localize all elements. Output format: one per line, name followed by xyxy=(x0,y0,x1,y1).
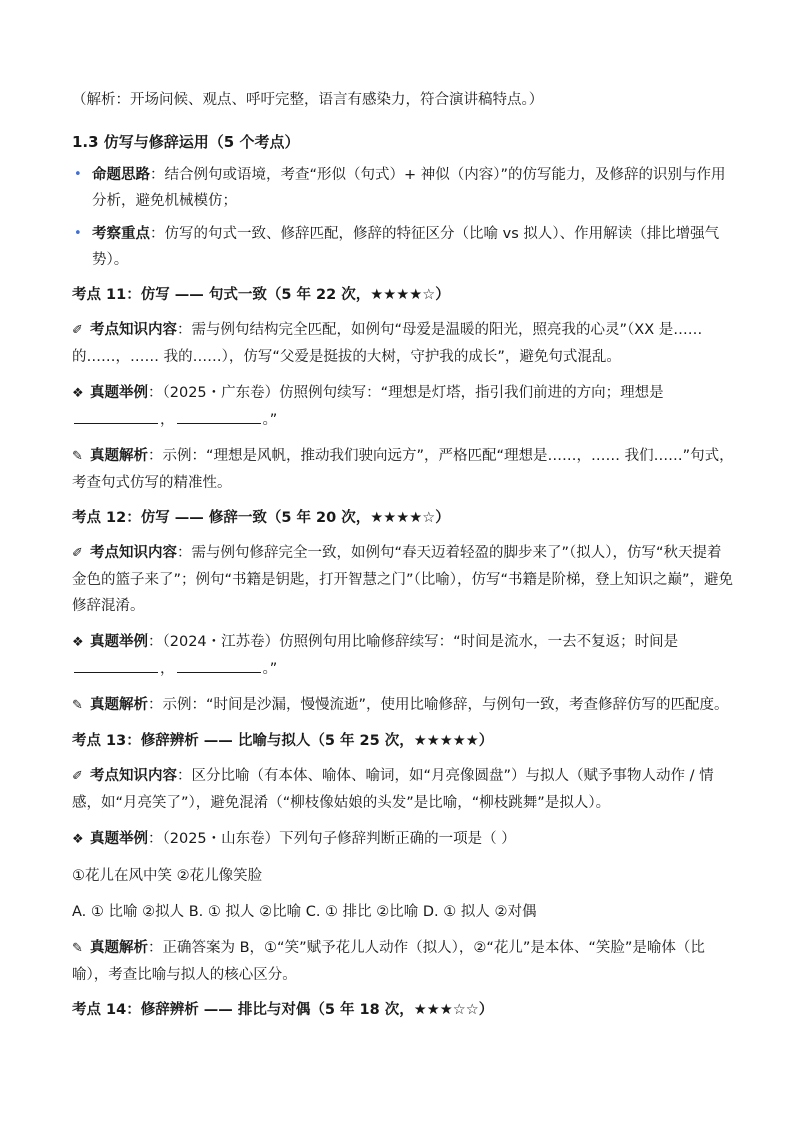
knowledge-label: 考点知识内容 xyxy=(90,768,177,784)
answer-blank xyxy=(177,658,261,673)
bullet-label: 命题思路 xyxy=(92,167,150,183)
kp12-example-text: （2024・江苏卷）仿照例句用比喻修辞续写：“时间是流水，一去不复返；时间是 xyxy=(162,634,679,650)
document-page xyxy=(72,88,736,1032)
kp13-title: 考点 13：修辞辨析 —— 比喻与拟人（5 年 25 次，★★★★★） xyxy=(72,733,494,749)
label-colon: ： xyxy=(148,634,163,650)
bullet-text: ：仿写的句式一致、修辞匹配，修辞的特征区分（比喻 vs 拟人）、作用解读（排比增强气势）。 xyxy=(92,226,720,268)
kp11-example-text: （2025・广东卷）仿照例句续写：“理想是灯塔，指引我们前进的方向；理想是 xyxy=(162,385,664,401)
section-title: 1.3 仿写与修辞运用（5 个考点） xyxy=(72,133,300,151)
bullet-focus xyxy=(72,221,736,273)
knowledge-label: 考点知识内容 xyxy=(90,322,177,338)
kp12-title: 考点 12：仿写 —— 修辞一致（5 年 20 次，★★★★☆） xyxy=(72,510,450,526)
blank-separator: ， xyxy=(160,661,175,677)
diamond-bullet-icon: ❖ xyxy=(72,832,84,847)
answer-blank xyxy=(74,409,158,424)
blank-separator: ， xyxy=(160,412,175,428)
kp13-example-text: （2025・山东卷）下列句子修辞判断正确的一项是（ ） xyxy=(162,831,516,847)
kp12-analysis-text: 示例：“时间是沙漏，慢慢流逝”，使用比喻修辞，与例句一致，考查修辞仿写的匹配度。 xyxy=(162,697,729,713)
bullet-dot-icon: • xyxy=(74,226,82,241)
pen-icon: ✎ xyxy=(72,941,83,956)
example-label: 真题举例 xyxy=(90,634,148,650)
bullet-approach xyxy=(72,162,736,214)
kp14-title: 考点 14：修辞辨析 —— 排比与对偶（5 年 18 次，★★★☆☆） xyxy=(72,1002,494,1018)
pencil-icon: ✐ xyxy=(72,323,83,338)
kp12-analysis xyxy=(72,692,736,719)
kp11-knowledge-text: 需与例句结构完全匹配，如例句“母爱是温暖的阳光，照亮我的心灵”（XX 是……的……，…… 我的……），仿写“父爱是挺拔的大树，守护我的成长”，避免句式混乱。 xyxy=(72,322,703,365)
pencil-icon: ✐ xyxy=(72,546,83,561)
knowledge-label: 考点知识内容 xyxy=(90,545,177,561)
label-colon: ： xyxy=(148,448,163,464)
kp13-analysis xyxy=(72,935,736,988)
label-colon: ： xyxy=(177,322,192,338)
kp12-knowledge-text: 需与例句修辞完全一致，如例句“春天迈着轻盈的脚步来了”（拟人），仿写“秋天提着金色的篮子来了”；例句“书籍是钥匙，打开智慧之门”（比喻），仿写“书籍是阶梯，登上知识之巅”，避免修辞混淆。 xyxy=(72,545,734,614)
pen-icon: ✎ xyxy=(72,698,83,713)
diamond-bullet-icon: ❖ xyxy=(72,635,84,650)
diamond-bullet-icon: ❖ xyxy=(72,386,84,401)
example-end: 。” xyxy=(262,661,278,677)
kp11-title: 考点 11：仿写 —— 句式一致（5 年 22 次，★★★★☆） xyxy=(72,287,450,303)
kp13-analysis-text: 正确答案为 B，①“笑”赋予花儿人动作（拟人），②“花儿”是本体、“笑脸”是喻体（比喻），考查比喻与拟人的核心区分。 xyxy=(72,940,705,983)
analysis-label: 真题解析 xyxy=(90,940,148,956)
example-end: 。” xyxy=(262,412,278,428)
bullet-label: 考察重点 xyxy=(92,226,150,242)
label-colon: ： xyxy=(177,545,192,561)
kp13-knowledge xyxy=(72,763,736,816)
kp13-sentences: ①花儿在风中笑 ②花儿像笑脸 xyxy=(72,868,263,884)
bullet-dot-icon: • xyxy=(74,167,82,182)
label-colon: ： xyxy=(148,697,163,713)
kp13-options: A. ① 比喻 ②拟人 B. ① 拟人 ②比喻 C. ① 排比 ②比喻 D. ① 拟人 ②对偶 xyxy=(72,904,537,920)
kp11-analysis-text: 示例：“理想是风帆，推动我们驶向远方”，严格匹配“理想是……，…… 我们……”句式，考查句式仿写的精准性。 xyxy=(72,448,734,491)
answer-blank xyxy=(177,409,261,424)
kp11-analysis xyxy=(72,443,736,496)
kp12-example xyxy=(72,629,736,682)
answer-blank xyxy=(74,658,158,673)
intro-analysis: （解析：开场问候、观点、呼吁完整，语言有感染力，符合演讲稿特点。） xyxy=(72,92,544,108)
example-label: 真题举例 xyxy=(90,831,148,847)
pen-icon: ✎ xyxy=(72,449,83,464)
analysis-label: 真题解析 xyxy=(90,448,148,464)
pencil-icon: ✐ xyxy=(72,769,83,784)
analysis-label: 真题解析 xyxy=(90,697,148,713)
kp11-knowledge xyxy=(72,317,736,370)
kp11-example xyxy=(72,380,736,433)
kp13-example xyxy=(72,826,736,853)
label-colon: ： xyxy=(148,385,163,401)
kp13-knowledge-text: 区分比喻（有本体、喻体、喻词，如“月亮像圆盘”）与拟人（赋予事物人动作 / 情感，如“月亮笑了”），避免混淆（“柳枝像姑娘的头发”是比喻，“柳枝跳舞”是拟人）。 xyxy=(72,768,714,811)
label-colon: ： xyxy=(148,940,163,956)
label-colon: ： xyxy=(177,768,192,784)
kp12-knowledge xyxy=(72,540,736,619)
bullet-text: ：结合例句或语境，考查“形似（句式）+ 神似（内容）”的仿写能力，及修辞的识别与作用分析，避免机械模仿； xyxy=(92,167,726,209)
example-label: 真题举例 xyxy=(90,385,148,401)
label-colon: ： xyxy=(148,831,163,847)
